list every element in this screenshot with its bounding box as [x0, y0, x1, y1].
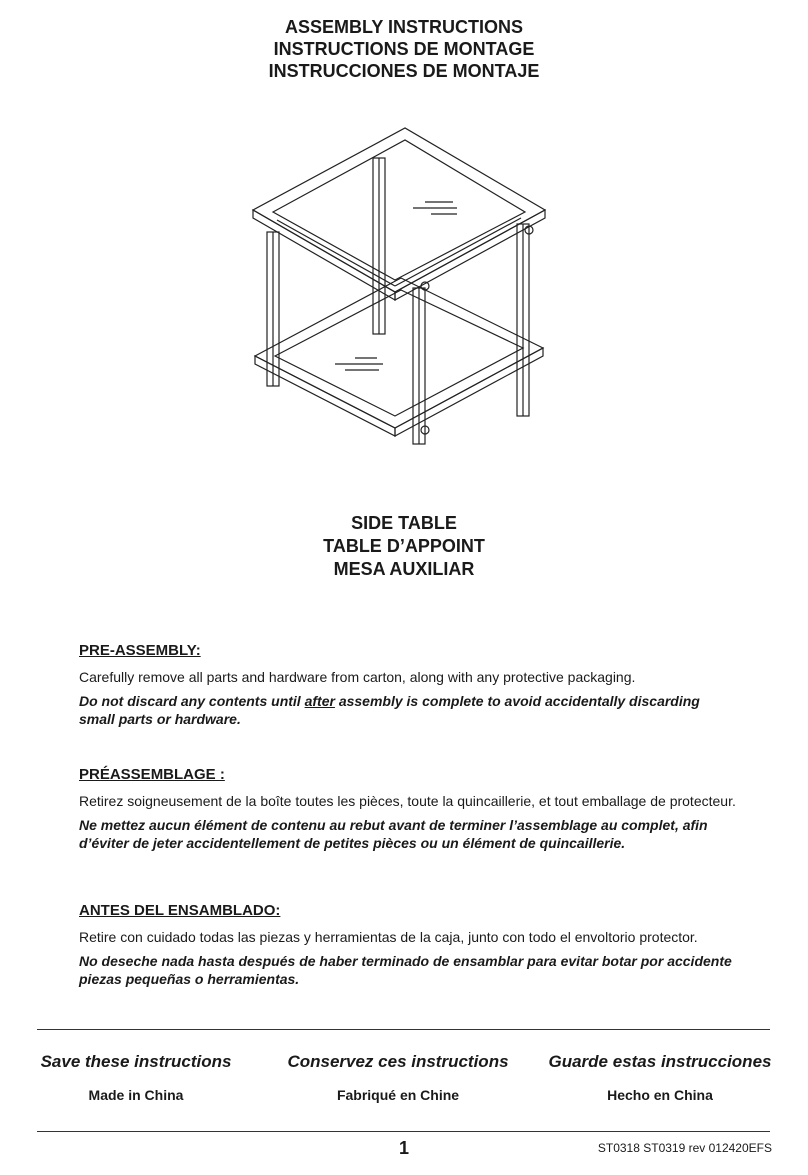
section-body: Retirez soigneusement de la boîte toutes les pièces, toute la quincaillerie, et tout emballage de protecteur. — [79, 793, 736, 809]
section-preassemblage — [79, 766, 739, 852]
footer-column-spanish — [530, 1052, 790, 1104]
section-heading: ANTES DEL ENSAMBLADO: — [79, 902, 281, 919]
top-glass-edge-right — [395, 218, 521, 286]
title-spanish: INSTRUCCIONES DE MONTAJE — [268, 61, 540, 81]
product-name-spanish: MESA AUXILIAR — [333, 559, 475, 579]
section-pre-assembly — [79, 642, 739, 728]
section-heading: PRÉASSEMBLAGE : — [79, 766, 225, 783]
top-frame-front-left-edge — [253, 210, 395, 300]
made-in-text: Fabriqué en Chine — [336, 1087, 460, 1103]
save-instructions-text: Guarde estas instrucciones — [548, 1052, 772, 1071]
section-warning: No deseche nada hasta después de haber terminado de ensamblar para evitar botar por accidente piezas pequeñas o herramientas. — [79, 953, 732, 987]
section-antes-del-ensamblado — [79, 902, 739, 988]
warning-text: Do not discard any contents until — [79, 693, 305, 709]
shelf-frame-outer — [255, 278, 543, 428]
section-heading: PRE-ASSEMBLY: — [79, 642, 201, 659]
product-name-french: TABLE D’APPOINT — [323, 536, 485, 556]
shelf-front-right-edge — [395, 348, 543, 436]
top-frame-outer — [253, 128, 545, 292]
made-in-text: Hecho en China — [607, 1087, 713, 1103]
save-instructions-text: Save these instructions — [40, 1052, 232, 1071]
footer-column-french — [268, 1052, 528, 1104]
section-warning — [79, 692, 739, 728]
title-block — [0, 16, 808, 82]
section-body: Carefully remove all parts and hardware from carton, along with any protective packaging. — [79, 669, 636, 685]
section-warning: Ne mettez aucun élément de contenu au rebut avant de terminer l’assemblage au complet, afin d’éviter de jeter accidentellement de petites pièces ou un élément de quincaillerie. — [79, 817, 708, 851]
title-french: INSTRUCTIONS DE MONTAGE — [273, 39, 535, 59]
save-instructions-text: Conservez ces instructions — [287, 1052, 509, 1071]
title-english: ASSEMBLY INSTRUCTIONS — [284, 17, 524, 37]
warning-text-end: assembly is complete to avoid accidentally discarding small parts or hardware. — [79, 693, 700, 727]
footer-divider-top — [37, 1029, 770, 1030]
top-glass-edge — [277, 220, 395, 286]
page-number: 1 — [398, 1138, 409, 1158]
product-name-block — [0, 512, 808, 581]
warning-emphasis: after — [304, 693, 335, 709]
product-name-english: SIDE TABLE — [351, 513, 457, 533]
shelf-frame-inner — [275, 290, 523, 416]
top-frame-inner — [273, 140, 525, 280]
footer-column-english — [6, 1052, 266, 1104]
document-code: ST0318 ST0319 rev 012420EFS — [597, 1141, 772, 1155]
made-in-text: Made in China — [88, 1087, 184, 1103]
section-body: Retire con cuidado todas las piezas y herramientas de la caja, junto con todo el envoltorio protector. — [79, 929, 698, 945]
footer-divider-bottom — [37, 1131, 770, 1132]
side-table-illustration — [245, 120, 555, 450]
shelf-front-left-edge — [255, 356, 395, 436]
